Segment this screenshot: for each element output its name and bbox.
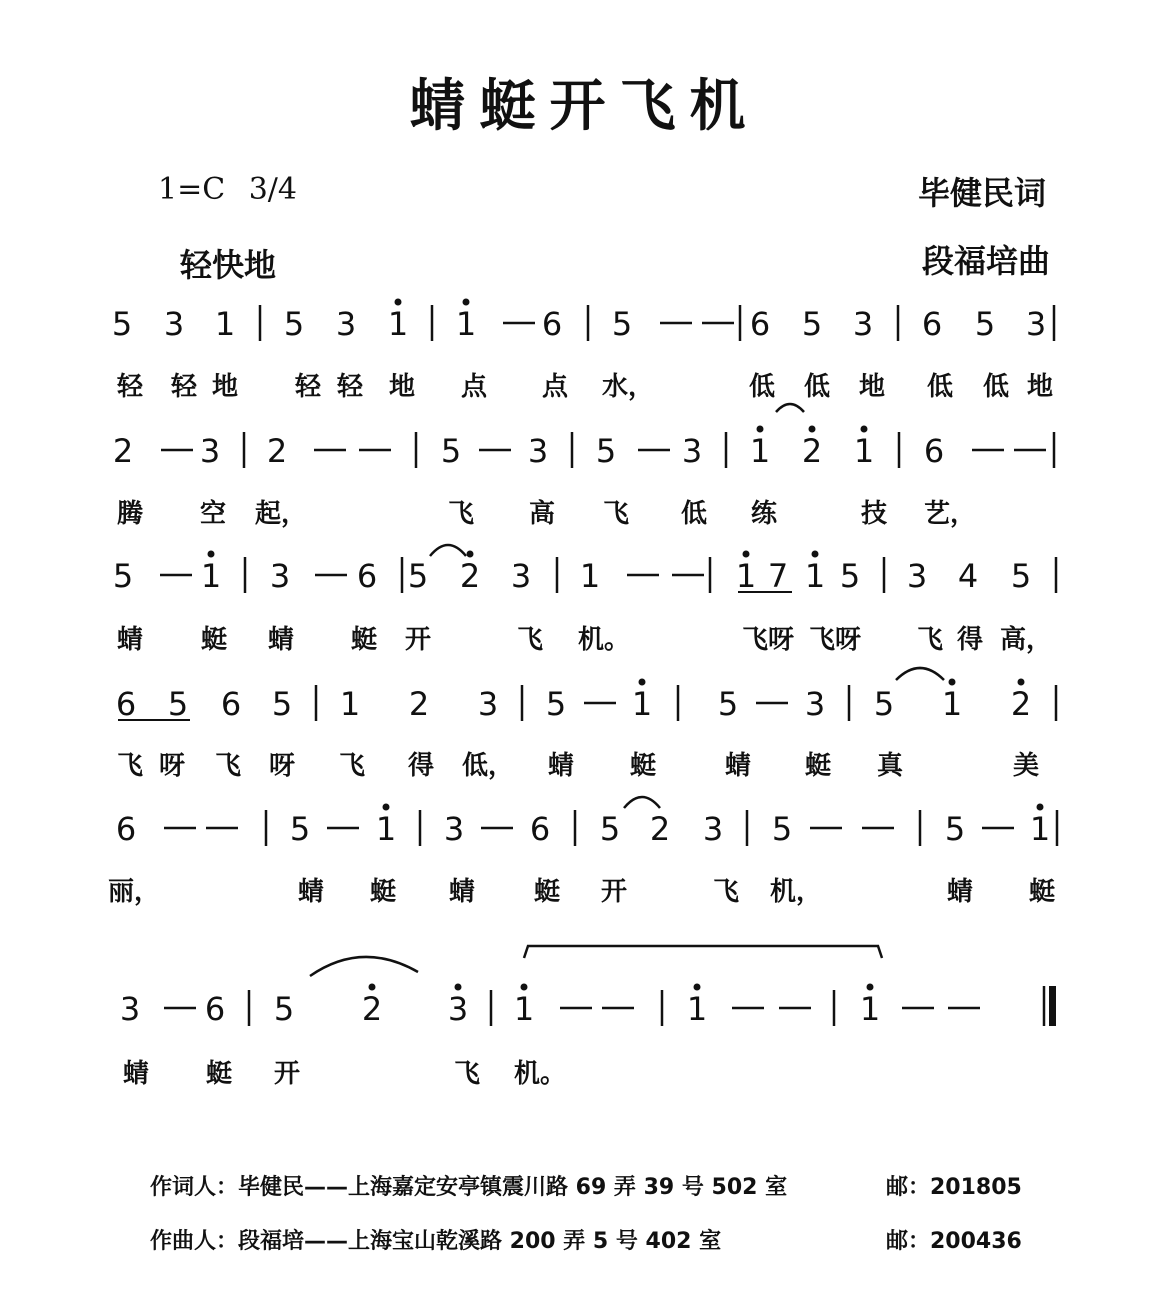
high-octave-dot <box>757 426 764 433</box>
lyric-char: 蜻 <box>724 751 752 781</box>
note: 5 <box>839 557 861 595</box>
composer-address: 作曲人：段福培——上海宝山乾溪路 200 弄 5 号 402 室 <box>150 1229 722 1254</box>
lyric-char: 地 <box>388 372 416 402</box>
lyric-char: 开 <box>273 1059 301 1089</box>
lyric-char: 蜓 <box>533 877 561 907</box>
final-bar-thick <box>1049 986 1056 1026</box>
note: 3 <box>443 810 465 848</box>
lyric-char: 高 <box>528 499 556 529</box>
lyric-char: 飞 <box>453 1059 481 1089</box>
high-octave-dot <box>521 984 528 991</box>
lyric-char: 开 <box>600 877 628 907</box>
lyric-char: 技 <box>860 499 888 529</box>
note: 5 <box>717 685 739 723</box>
note: 3 <box>447 990 469 1028</box>
note: 1 <box>859 990 881 1028</box>
note: 1 <box>1029 810 1051 848</box>
note: 3 <box>510 557 532 595</box>
lyric-char: 艺， <box>923 499 977 529</box>
lyric-char: 呀 <box>268 751 296 781</box>
lyric-char: 蜓 <box>200 625 228 655</box>
high-octave-dot <box>867 984 874 991</box>
lyric-char: 蜻 <box>267 625 295 655</box>
note: 1 <box>579 557 601 595</box>
note: 2 <box>459 557 481 595</box>
lyric-char: 点 <box>541 372 569 402</box>
lyric-char: 低 <box>803 372 831 402</box>
lyric-char: 丽， <box>107 877 161 907</box>
lyric-char: 飞 <box>447 499 475 529</box>
high-octave-dot <box>1018 679 1025 686</box>
lyric-char: 轻 <box>336 372 364 402</box>
note: 2 <box>112 432 134 470</box>
lyric-char: 蜻 <box>116 625 144 655</box>
lyric-char: 低， <box>461 751 515 781</box>
note: 3 <box>119 990 141 1028</box>
lyric-char: 地 <box>1026 372 1054 402</box>
high-octave-dot <box>949 679 956 686</box>
lyric-char: 轻 <box>294 372 322 402</box>
note: 6 <box>115 810 137 848</box>
note: 5 <box>599 810 621 848</box>
high-octave-dot <box>208 551 215 558</box>
note: 5 <box>944 810 966 848</box>
note: 5 <box>771 810 793 848</box>
note: 2 <box>1010 685 1032 723</box>
lyric-char: 水， <box>601 372 655 402</box>
note: 2 <box>266 432 288 470</box>
lyric-char: 蜻 <box>946 877 974 907</box>
lyric-char: 轻 <box>116 372 144 402</box>
lyric-char: 地 <box>211 372 239 402</box>
lyricist-address: 作词人：毕健民——上海嘉定安亭镇震川路 69 弄 39 号 502 室 <box>150 1175 788 1200</box>
note: 5 <box>611 305 633 343</box>
note: 2 <box>649 810 671 848</box>
lyric-char: 空 <box>199 499 227 529</box>
lyric-char: 蜓 <box>205 1059 233 1089</box>
lyric-char: 蜓 <box>804 751 832 781</box>
note: 3 <box>681 432 703 470</box>
tie-slur <box>776 404 804 412</box>
lyric-char: 呀 <box>158 751 186 781</box>
note: 1 <box>387 305 409 343</box>
note: 6 <box>220 685 242 723</box>
note: 2 <box>361 990 383 1028</box>
lyric-char: 地 <box>858 372 886 402</box>
note: 3 <box>1025 305 1047 343</box>
high-octave-dot <box>694 984 701 991</box>
high-octave-dot <box>383 804 390 811</box>
lyric-char: 点 <box>460 372 488 402</box>
lyric-char: 蜻 <box>297 877 325 907</box>
note: 3 <box>527 432 549 470</box>
lyric-char: 飞 <box>916 625 944 655</box>
note: 3 <box>852 305 874 343</box>
lyric-char: 蜓 <box>1028 877 1056 907</box>
note: 3 <box>269 557 291 595</box>
lyric-char: 飞 <box>338 751 366 781</box>
lyric-char: 蜻 <box>448 877 476 907</box>
lyric-char: 低 <box>926 372 954 402</box>
lyric-char: 蜻 <box>547 751 575 781</box>
lyric-char: 真 <box>876 751 904 781</box>
note: 5 <box>112 557 134 595</box>
note: 5 <box>407 557 429 595</box>
note: 5 <box>873 685 895 723</box>
note: 4 <box>957 557 979 595</box>
lyric-char: 起， <box>254 499 308 529</box>
lyric-char: 低 <box>680 499 708 529</box>
tie-slur <box>524 946 882 958</box>
note: 1 <box>214 305 236 343</box>
high-octave-dot <box>467 551 474 558</box>
note: 1 <box>853 432 875 470</box>
note: 3 <box>702 810 724 848</box>
lyric-char: 练 <box>750 499 778 529</box>
note: 5 <box>595 432 617 470</box>
lyric-char: 腾 <box>116 499 144 529</box>
note: 5 <box>271 685 293 723</box>
note: 1 <box>735 557 757 595</box>
note: 5 <box>801 305 823 343</box>
note: 6 <box>356 557 378 595</box>
note: 2 <box>408 685 430 723</box>
lyric-char: 飞 <box>516 625 544 655</box>
note: 6 <box>749 305 771 343</box>
lyric-char: 轻 <box>170 372 198 402</box>
note: 5 <box>545 685 567 723</box>
note: 1 <box>941 685 963 723</box>
lyricist-zip: 邮：201805 <box>886 1175 1022 1200</box>
note: 6 <box>923 432 945 470</box>
tie-slur <box>310 957 418 976</box>
note: 3 <box>199 432 221 470</box>
lyric-char: 飞 <box>712 877 740 907</box>
composer-zip: 邮：200436 <box>886 1229 1022 1254</box>
lyric-char: 开 <box>404 625 432 655</box>
key-signature: 1=C 3/4 <box>158 172 297 207</box>
lyric-char: 美 <box>1012 751 1040 781</box>
high-octave-dot <box>369 984 376 991</box>
note: 5 <box>111 305 133 343</box>
tempo-marking: 轻快地 <box>180 246 277 284</box>
lyric-char: 飞 <box>602 499 630 529</box>
note: 7 <box>767 557 789 595</box>
song-title: 蜻蜓开飞机 <box>409 74 760 139</box>
note: 1 <box>686 990 708 1028</box>
note: 5 <box>289 810 311 848</box>
high-octave-dot <box>809 426 816 433</box>
lyric-char: 飞呀 <box>741 625 795 655</box>
note: 1 <box>375 810 397 848</box>
note: 5 <box>283 305 305 343</box>
lyric-char: 飞呀 <box>808 625 862 655</box>
note: 1 <box>200 557 222 595</box>
high-octave-dot <box>861 426 868 433</box>
note: 1 <box>804 557 826 595</box>
lyric-char: 机。 <box>577 625 631 655</box>
note: 6 <box>115 685 137 723</box>
high-octave-dot <box>743 551 750 558</box>
high-octave-dot <box>812 551 819 558</box>
tie-slur <box>624 797 660 808</box>
note: 6 <box>204 990 226 1028</box>
note: 3 <box>163 305 185 343</box>
note: 2 <box>801 432 823 470</box>
high-octave-dot <box>463 299 470 306</box>
note: 3 <box>335 305 357 343</box>
note: 1 <box>631 685 653 723</box>
lyric-char: 蜻 <box>122 1059 150 1089</box>
lyric-char: 飞 <box>116 751 144 781</box>
lyric-char: 蜓 <box>629 751 657 781</box>
lyric-char: 蜓 <box>350 625 378 655</box>
lyric-char: 机， <box>769 877 823 907</box>
note: 3 <box>477 685 499 723</box>
composer-credit: 段福培曲 <box>922 242 1051 280</box>
lyric-char: 蜓 <box>369 877 397 907</box>
note: 5 <box>974 305 996 343</box>
note: 3 <box>906 557 928 595</box>
note: 3 <box>804 685 826 723</box>
high-octave-dot <box>1037 804 1044 811</box>
lyric-char: 得 <box>956 625 984 655</box>
note: 6 <box>529 810 551 848</box>
note: 1 <box>339 685 361 723</box>
note: 5 <box>273 990 295 1028</box>
note: 1 <box>513 990 535 1028</box>
lyric-char: 低 <box>748 372 776 402</box>
high-octave-dot <box>395 299 402 306</box>
lyric-char: 飞 <box>214 751 242 781</box>
tie-slur <box>430 545 466 556</box>
note: 5 <box>167 685 189 723</box>
high-octave-dot <box>455 984 462 991</box>
note: 6 <box>541 305 563 343</box>
tie-slur <box>896 668 944 680</box>
lyric-char: 高， <box>999 625 1053 655</box>
note: 6 <box>921 305 943 343</box>
lyric-char: 低 <box>982 372 1010 402</box>
note: 1 <box>455 305 477 343</box>
lyricist-credit: 毕健民词 <box>918 174 1047 212</box>
high-octave-dot <box>639 679 646 686</box>
lyric-char: 机。 <box>513 1059 567 1089</box>
note: 5 <box>1010 557 1032 595</box>
lyric-char: 得 <box>407 751 435 781</box>
note: 5 <box>440 432 462 470</box>
note: 1 <box>749 432 771 470</box>
